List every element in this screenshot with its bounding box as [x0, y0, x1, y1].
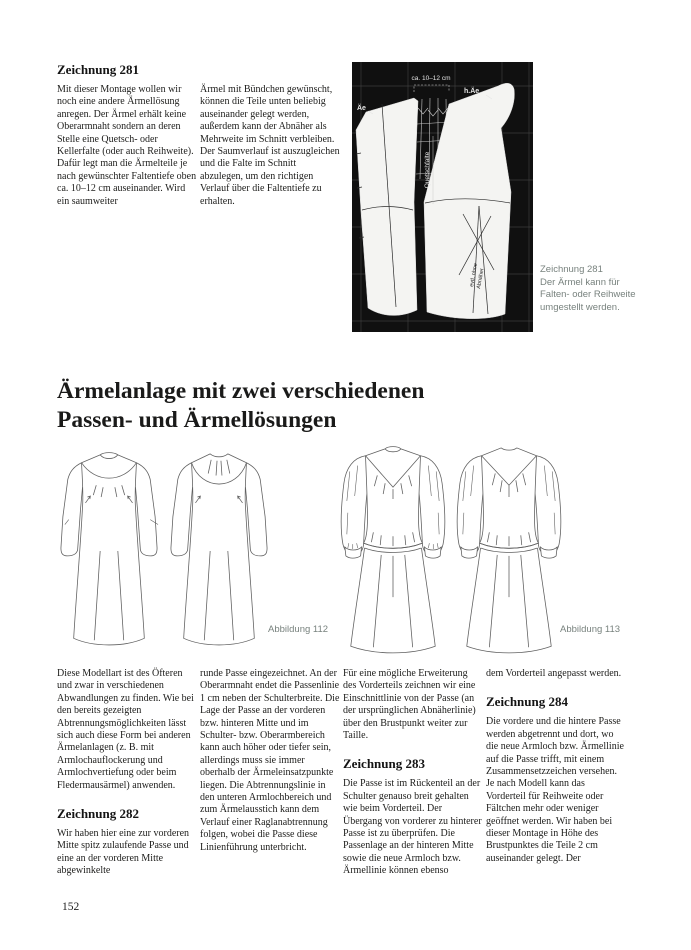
pattern-figure-281 — [352, 62, 533, 332]
bottom-col4-p1: dem Vorderteil angepasst werden. — [486, 668, 622, 679]
section-title-line1: Ärmelanlage mit zwei verschiedenen — [57, 378, 425, 404]
top-paragraph-1: Mit dieser Montage wollen wir noch eine andere Ärmellösung anregen. Der Ärmel erhält keine Oberarmnaht sondern an deren Stelle eine Quetsch- oder Kellerfalte (oder auch Reihweite). Dafür legt man die Ärmelteile je nach gewünschter Faltentiefe oben ca. 10–12 cm auseinander. Wird ein saumweiter — [57, 84, 197, 207]
figure-caption-text: Der Ärmel kann für Falten- oder Reihweite umgestellt werden. — [540, 276, 636, 313]
abbildung-113-label: Abbildung 113 — [560, 624, 621, 635]
figure-caption-title: Zeichnung 281 — [540, 264, 603, 275]
measure-label: ca. 10–12 cm — [411, 75, 451, 82]
pleat-label: Quetschfalte — [424, 151, 431, 189]
back-sleeve-label: h.Äe — [464, 88, 480, 95]
bottom-col4-p2: Die vordere und die hintere Passe werden abgetrennt und dort, wo die neue Armloch bzw. Ärmellinie auf die Passe trifft, mit einem Zusammensetzzeichen versehen. Je nach Modell kann das Vorderteil für Reihweite oder Fältchen mehr oder weniger geöffnet werden. Wir haben bei dieser Montage in Höhe des Brustpunktes die Teile 2 cm auseinander gelegt. Der — [486, 716, 624, 864]
top-paragraph-2: Ärmel mit Bündchen gewünscht, können die Teile unten beliebig auseinander gelegt werden, außerdem kann der Abnäher als Mehrweite im Schnitt verbleiben. Der Saumverlauf ist auszugleichen und die Falte im Schnitt abzulegen, um den richtigen Verlauf über die Faltentiefe zu erhalten. — [200, 84, 340, 207]
bottom-col3-p2: Die Passe ist im Rückenteil an der Schulter genauso breit gehalten wie beim Vorderteil. Der Übergang von vorderer zu hinterer Passe ist zu überprüfen. Die Passenlage an der hinteren Mitte sowie die neue Armloch bzw. Ärmellinie können ebenso — [343, 778, 482, 877]
bottom-col3-p1: Für eine mögliche Erweiterung des Vorderteils zeichnen wir eine Einschnittlinie von der Passe (an der ursprünglichen Abnäherlinie) über den Brustpunkt weiter zur Taille. — [343, 668, 476, 742]
section-title-line2: Passen- und Ärmellösungen — [57, 407, 337, 433]
dart-note-line1: evtl. ohne — [469, 262, 480, 288]
page-number: 152 — [62, 901, 80, 913]
dress-113-front-illustration — [336, 442, 450, 660]
dress-112-back-illustration — [166, 448, 272, 655]
bottom-col2-p1: runde Passe eingezeichnet. An der Oberarmnaht endet die Passenlinie 1 cm neben der Schulterbreite. Die Lage der Passe an der vorderen bzw. hinteren Mitte und im Schulter- bzw. Oberarmbereich kann auch höher oder tiefer sein, allerdings muss sie immer oberhalb der Ärmeleinsatzpunkte liegen. Die Abtrennungslinie in den unteren Armlochbereich und zum Ärmelausstich kann dem Verlauf einer Raglanabtrennung folgen, wobei die Passe diese Linienführung unterbricht. — [200, 668, 340, 853]
bottom-col-1 — [57, 668, 197, 888]
bottom-col1-p2: Wir haben hier eine zur vorderen Mitte spitz zulaufende Passe und eine an der vorderen Mitte abgewinkelte — [57, 828, 190, 877]
figure-281-caption — [540, 264, 644, 314]
heading-zeichnung-283: Zeichnung 283 — [343, 756, 425, 772]
section-title — [57, 377, 577, 435]
bottom-col1-p1: Diese Modellart ist des Öfteren und zwar in verschiedenen Abwandlungen zu finden. Wie bei den bereits gezeigten Abtrennungsmöglichkeiten lässt sich auch diese Form bei anderen Ärmelanlagen (z. B. mit Armlochauflockerung und Armlochvertiefung oder beim Fledermausärmel) anwenden. — [57, 668, 194, 791]
heading-zeichnung-282: Zeichnung 282 — [57, 806, 139, 822]
bottom-col-2 — [200, 668, 340, 864]
front-sleeve-label: Äe — [357, 105, 366, 112]
bottom-col-4 — [486, 668, 626, 875]
dress-112-front-illustration — [56, 448, 162, 655]
bottom-col-3 — [343, 668, 483, 888]
sleeve-pattern-drawing — [352, 62, 533, 332]
top-article-col1 — [57, 62, 197, 218]
heading-zeichnung-284: Zeichnung 284 — [486, 694, 568, 710]
top-article-col2 — [200, 84, 340, 218]
abbildung-112-label: Abbildung 112 — [268, 624, 329, 635]
heading-zeichnung-281: Zeichnung 281 — [57, 62, 139, 77]
dress-113-back-illustration — [452, 442, 566, 660]
dart-note-line2: Abnäher — [476, 267, 486, 290]
